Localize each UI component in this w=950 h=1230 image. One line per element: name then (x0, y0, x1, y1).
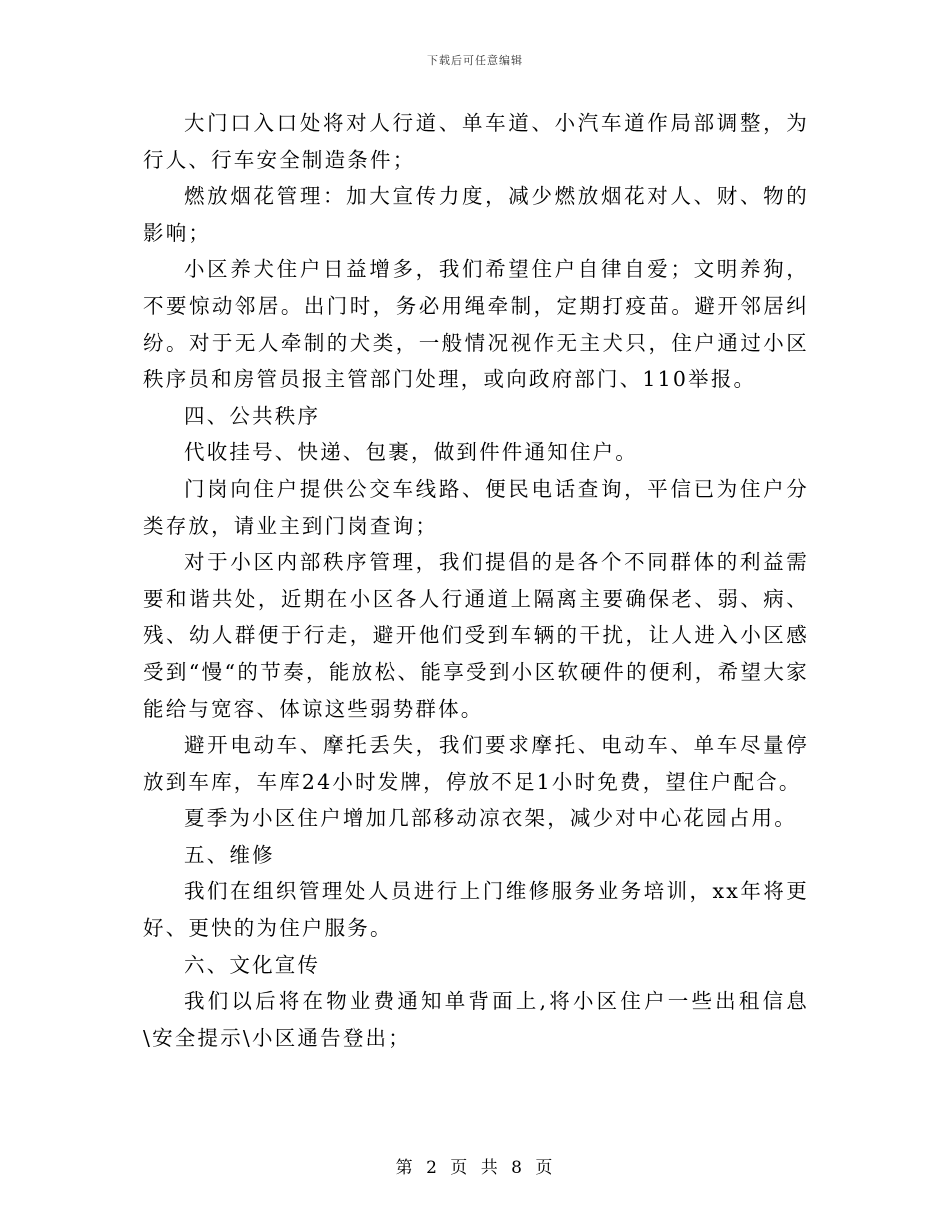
document-body (143, 105, 809, 1056)
paragraph-maintenance-training: 我们在组织管理处人员进行上门维修服务业务培训，xx年将更好、更快的为住户服务。 (143, 879, 809, 941)
paragraph-gate-services: 门岗向住户提供公交车线路、便民电话查询，平信已为住户分类存放，请业主到门岗查询； (143, 476, 809, 538)
page-number: 第 2 页 共 8 页 (395, 1158, 555, 1178)
paragraph-internal-order: 对于小区内部秩序管理，我们提倡的是各个不同群体的利益需要和谐共处，近期在小区各人行通道上隔离主要确保老、弱、病、残、幼人群便于行走，避开他们受到车辆的干扰，让人进入小区感受到“慢“的节奏，能放松、能享受到小区软硬件的便利，希望大家能给与宽容、体谅这些弱势群体。 (143, 550, 809, 721)
section-heading-culture-publicity: 六、文化宣传 (184, 952, 321, 977)
paragraph-notice-printing: 我们以后将在物业费通知单背面上,将小区住户一些出租信息\安全提示\小区通告登出； (143, 989, 809, 1050)
section-heading-maintenance: 五、维修 (184, 842, 275, 867)
paragraph-drying-racks: 夏季为小区住户增加几部移动凉衣架，减少对中心花园占用。 (184, 806, 797, 831)
paragraph-entrance-adjustment: 大门口入口处将对人行道、单车道、小汽车道作局部调整，为行人、行车安全制造条件； (143, 111, 809, 172)
paragraph-parcel-collection: 代收挂号、快递、包裹，做到件件通知住户。 (184, 440, 638, 465)
page-header: 下载后可任意编辑 (427, 54, 523, 67)
paragraph-fireworks-management: 燃放烟花管理：加大宣传力度，减少燃放烟花对人、财、物的影响； (143, 184, 809, 245)
paragraph-vehicle-theft: 避开电动车、摩托丢失，我们要求摩托、电动车、单车尽量停放到车库，车库24小时发牌，停放不足1小时免费，望住户配合。 (143, 733, 809, 794)
section-heading-public-order: 四、公共秩序 (184, 403, 321, 428)
paragraph-dog-keeping: 小区养犬住户日益增多，我们希望住户自律自爱；文明养狗，不要惊动邻居。出门时，务必用绳牵制，定期打疫苗。避开邻居纠纷。对于无人牵制的犬类，一般情况视作无主犬只，住户通过小区秩序员和房管员报主管部门处理，或向政府部门、110举报。 (143, 257, 809, 392)
